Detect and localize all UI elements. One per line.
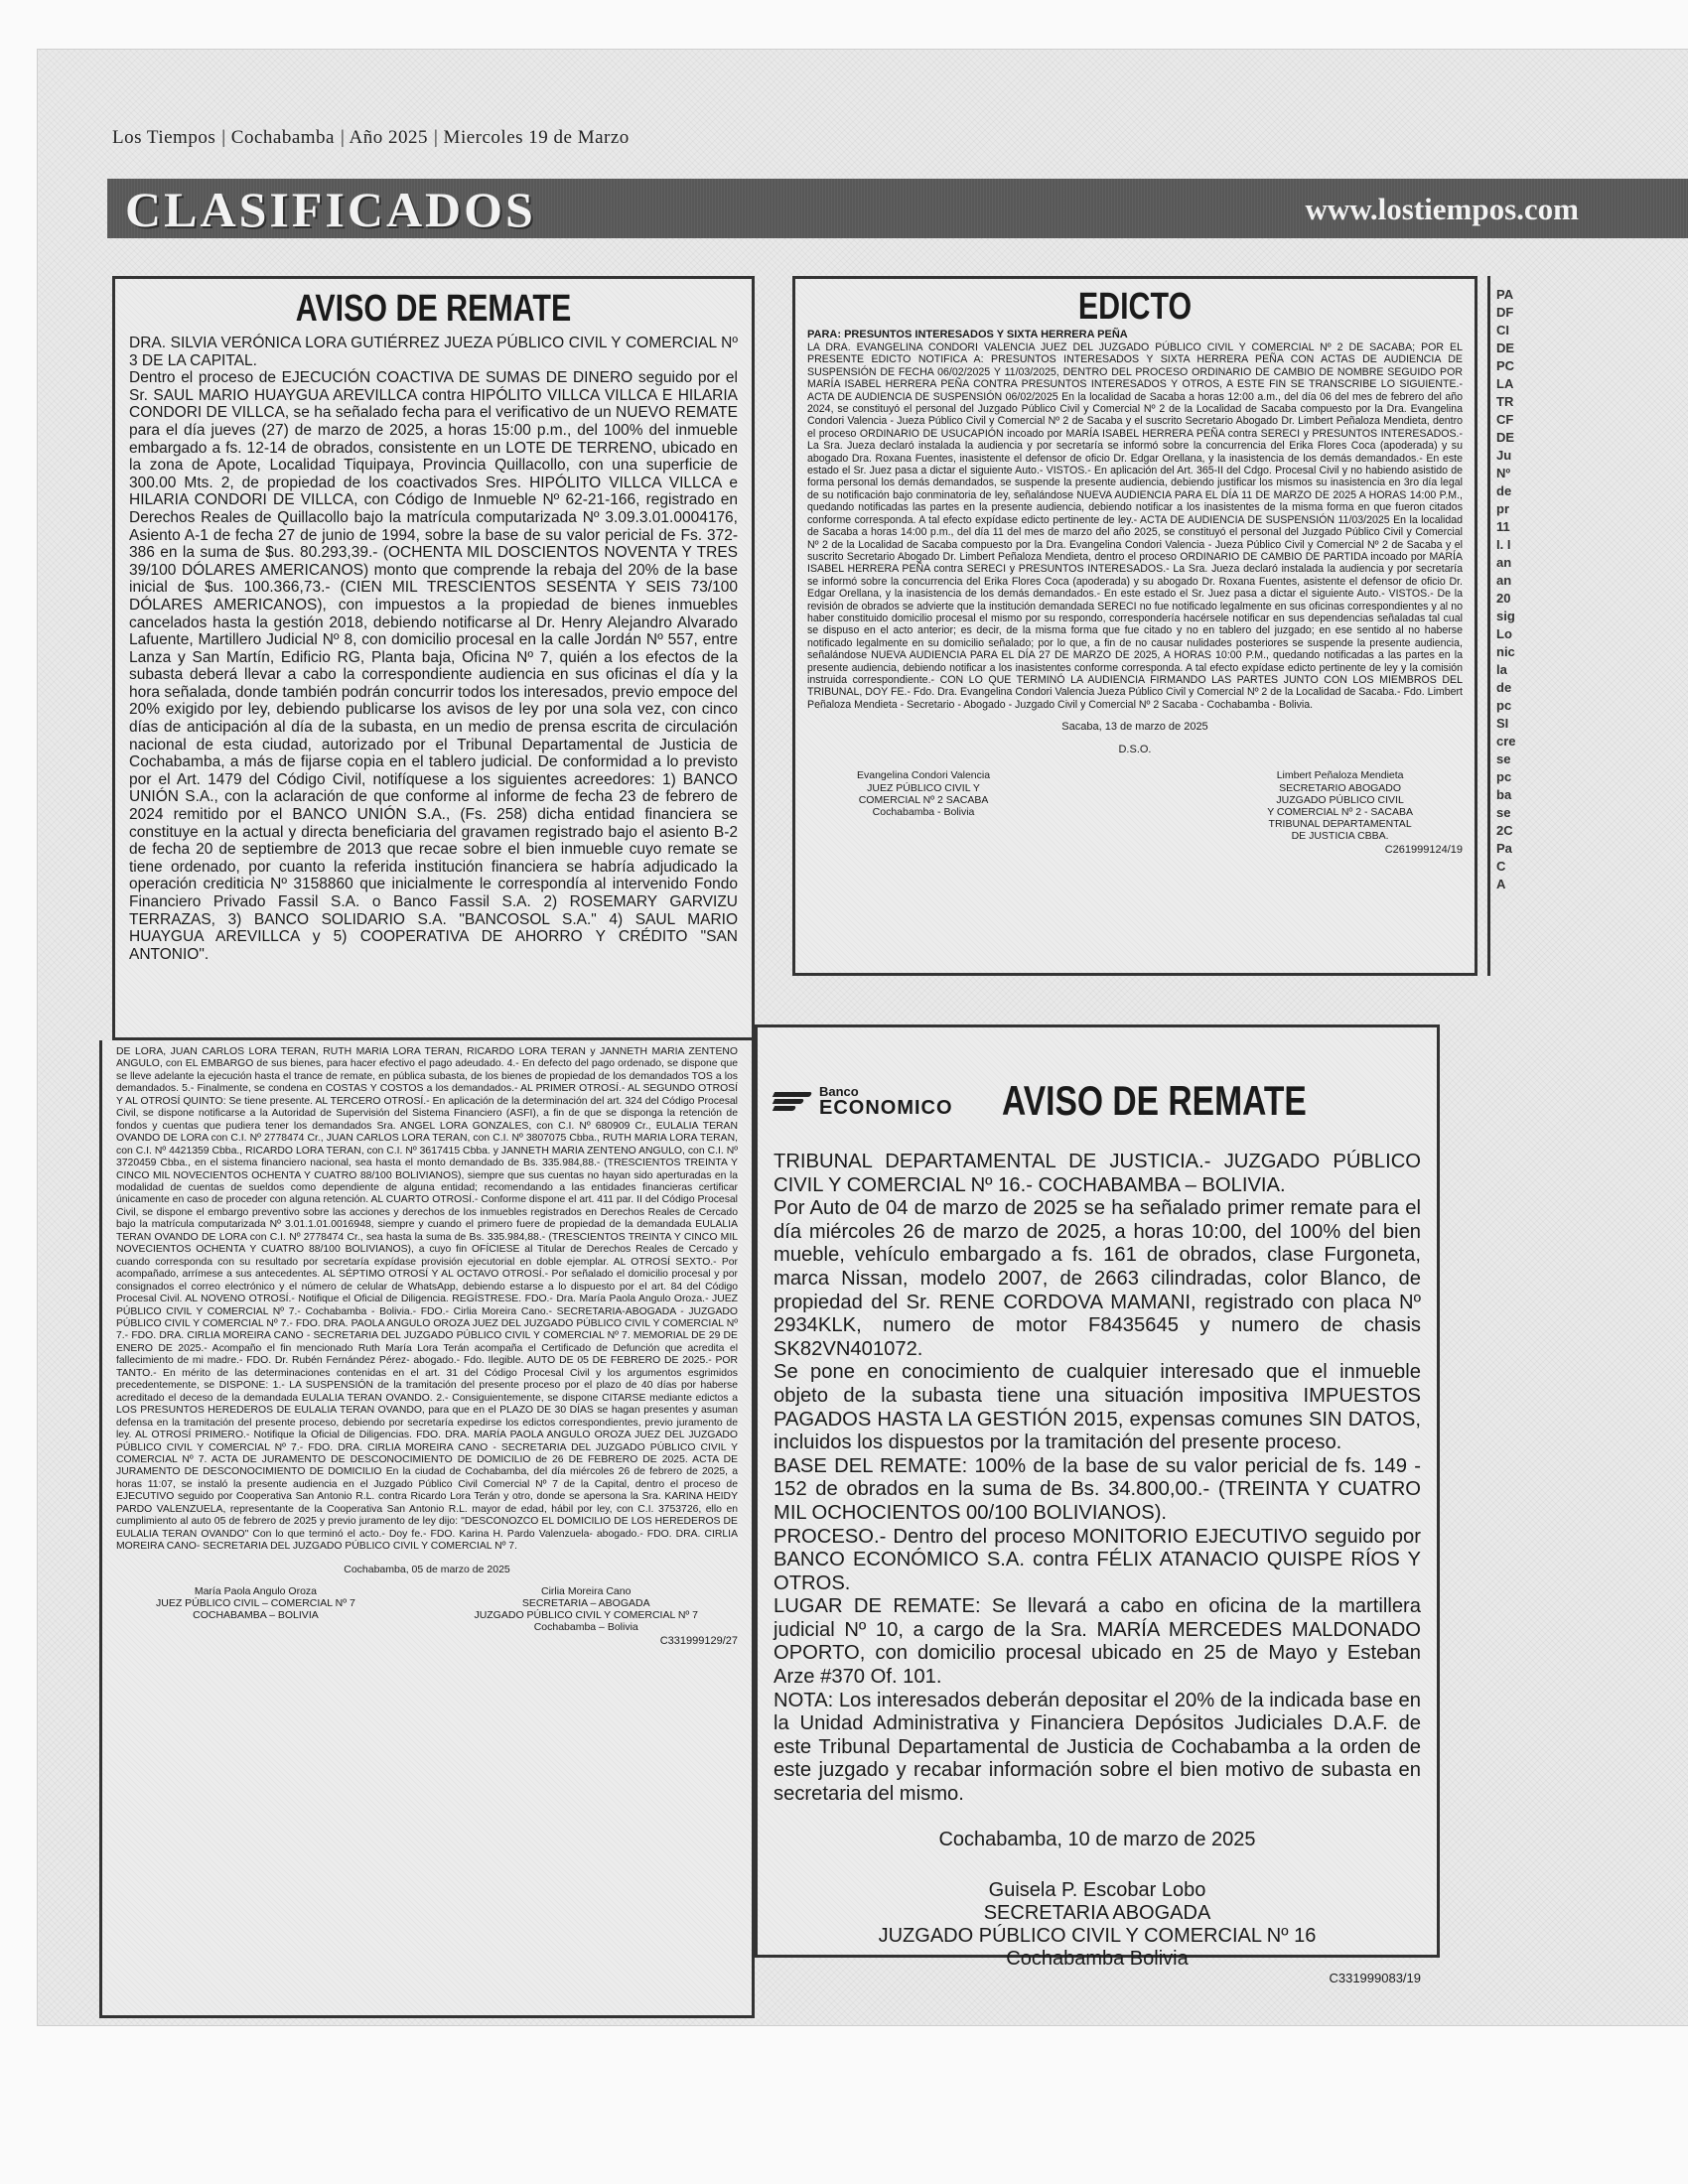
aviso2-title: AVISO DE REMATE bbox=[1002, 1077, 1307, 1124]
edicto-place-date: Sacaba, 13 de marzo de 2025 bbox=[1061, 721, 1208, 734]
clipped-column bbox=[1496, 286, 1536, 893]
sig-line: COCHABAMBA – BOLIVIA bbox=[193, 1608, 319, 1621]
fragment: Lo bbox=[1496, 626, 1512, 641]
sig-line: Cirlia Moreira Cano bbox=[540, 1584, 632, 1597]
fragment: nic bbox=[1496, 644, 1515, 659]
aviso2-paragraph: BASE DEL REMATE: 100% de la base de su valor pericial de fs. 149 - 152 de obrados en la suma de Bs. 34.800,00.- (TREINTA Y CUATRO MIL OCHOCIENTOS 00/100 BOLIVIANOS). bbox=[774, 1454, 1421, 1524]
aviso1-body: Dentro el proceso de EJECUCIÓN COACTIVA DE SUMAS DE DINERO seguido por el Sr. SAUL MARIO HUAYGUA AREVILLCA contra HIPÓLITO VILLCA VILLCA E HILARIA CONDORI DE VILLCA, se ha señalado fecha para el verificativo de un NUEVO REMATE para el día jueves (27) de marzo de 2025, a horas 15:00 p.m., del 100% del inmueble embargado a fs. 12-14 de obrados, consistente en un LOTE DE TERRENO, ubicado en la zona de Apote, Localidad Tiquipaya, Provincia Quillacollo, con una superficie de 300.00 Mts. 2, de propiedad de los coactivados Sres. HIPÓLITO VILLCA VILLCA e HILARIA CONDORI DE VILLCA, con Código de Inmueble Nº 62-21-166, registrado en Derechos Reales de Quillacollo bajo la matrícula computarizada Nº 3.09.3.01.0004176, Asiento A-1 de fecha 27 de junio de 1994, sobre la base de su valor pericial de Fs. 372-386 en la suma de $us. 80.293,39.- (OCHENTA MIL DOSCIENTOS NOVENTA Y TRES 39/100 DÓLARES AMERICANOS) monto que comprende la rebaja del 20% de la base inicial de $us. 100.366,73.- (CIEN MIL TRESCIENTOS SESENTA Y SEIS 73/100 DÓLARES AMERICANOS), con impuestos a la propiedad de bienes inmuebles cancelados hasta la gestión 2018, debiendo notificarse al Dr. Henry Alejandro Alvarado Lafuente, Martillero Judicial Nº 8, con domicilio procesal en la calle Jordán Nº 557, entre Lanza y San Martín, Edificio RG, Planta baja, Oficina Nº 7, quién a los efectos de la subasta deberá llevar a cabo la correspondiente audiencia en sus oficinas el día y la hora señalada, donde también podrán concurrir todos los interesados, previo empoce del 20% exigido por ley, debiendo publicarse los avisos de ley por una sola vez, con cinco días de anticipación al día de la subasta, en un medio de prensa escrita de circulación nacional de esta ciudad, autorizado por el Tribunal Departamental de Justicia de Cochabamba, a más de fijarse copia en el tablero judicial. De conformidad a lo previsto por el Art. 1479 del Código Civil, notifíquese a los siguientes acreedores: 1) BANCO UNIÓN S.A., con la aclaración de que conforme al informe de fecha 23 de febrero de 2024 remitido por el BANCO UNIÓN S.A., (Fs. 258) dicha entidad financiera se constituye en la actual y directa beneficiaria del gravamen registrado bajo el asiento B-2 de fecha 20 de septiembre de 2013 que recae sobre el bien inmueble cuyo remate se tiene ordenado, por cuanto la referida institución financiera se habría adjudicado la operación crediticia Nº 3158860 que inicialmente le correspondía al intervenido Fondo Financiero Privado Fassil S.A. o Banco Fassil S.A. 2) ROSEMARY GARVIZU TERRAZAS, 3) BANCO SOLIDARIO S.A. "BANCOSOL S.A." 4) SAUL MARIO HUAYGUA AREVILLCA y 5) COOPERATIVA DE AHORRO Y CRÉDITO "SAN ANTONIO". bbox=[129, 369, 738, 963]
continuation-signature-secretary bbox=[474, 1585, 698, 1633]
edicto-title: EDICTO bbox=[1077, 286, 1193, 328]
bank-logo-small: Banco bbox=[819, 1083, 859, 1099]
edicto-signature-secretary bbox=[1267, 769, 1413, 841]
sig-line: Cochabamba - Bolivia bbox=[872, 805, 975, 818]
section-title: CLASIFICADOS bbox=[125, 182, 536, 237]
section-banner bbox=[107, 179, 1688, 238]
fragment: Pa bbox=[1496, 841, 1512, 856]
fragment: TR bbox=[1496, 394, 1514, 409]
website-url: www.lostiempos.com bbox=[1305, 192, 1579, 226]
fragment: PA bbox=[1496, 287, 1514, 302]
sig-line: SECRETARIA – ABOGADA bbox=[521, 1596, 650, 1609]
fragment: DF bbox=[1496, 305, 1514, 320]
sig-line: Cochabamba – Bolivia bbox=[533, 1620, 638, 1633]
fragment: Nº bbox=[1496, 466, 1511, 480]
edicto-dso: D.S.O. bbox=[1118, 743, 1152, 755]
sig-line: Guisela P. Escobar Lobo bbox=[988, 1878, 1206, 1901]
edicto-code: C261999124/19 bbox=[1384, 843, 1463, 856]
fragment: DE bbox=[1496, 430, 1515, 445]
sig-line: María Paola Angulo Oroza bbox=[194, 1584, 317, 1597]
fragment: ba bbox=[1496, 787, 1512, 802]
fragment: pc bbox=[1496, 769, 1512, 784]
masthead-year: Año 2025 bbox=[349, 127, 428, 148]
fragment: de bbox=[1496, 680, 1512, 695]
sig-line: Limbert Peñaloza Mendieta bbox=[1276, 769, 1404, 782]
masthead-paper: Los Tiempos bbox=[112, 127, 216, 148]
fragment: se bbox=[1496, 805, 1511, 820]
masthead-city: Cochabamba bbox=[230, 127, 335, 148]
aviso-remate-2 bbox=[755, 1024, 1440, 1985]
aviso2-paragraph: PROCESO.- Dentro del proceso MONITORIO EJECUTIVO seguido por BANCO ECONÓMICO S.A. contra FÉLIX ATANACIO QUISPE RÍOS Y OTROS. bbox=[774, 1525, 1421, 1594]
aviso1-heading: DRA. SILVIA VERÓNICA LORA GUTIÉRREZ JUEZA PÚBLICO CIVIL Y COMERCIAL Nº 3 DE LA CAPITAL. bbox=[129, 335, 738, 369]
edicto-signature-judge bbox=[857, 769, 990, 841]
sig-line: COMERCIAL Nº 2 SACABA bbox=[858, 793, 989, 806]
sig-line: SECRETARIA ABOGADA bbox=[983, 1901, 1211, 1924]
fragment: se bbox=[1496, 751, 1511, 766]
fragment: C bbox=[1496, 859, 1506, 874]
aviso2-place-date: Cochabamba, 10 de marzo de 2025 bbox=[938, 1828, 1256, 1850]
continuation-place-date: Cochabamba, 05 de marzo de 2025 bbox=[344, 1563, 510, 1575]
fragment: PC bbox=[1496, 358, 1515, 373]
edicto bbox=[792, 276, 1477, 976]
fragment: CF bbox=[1496, 412, 1514, 427]
sig-line: JUEZ PÚBLICO CIVIL Y bbox=[867, 781, 980, 794]
sig-line: JUEZ PÚBLICO CIVIL – COMERCIAL Nº 7 bbox=[156, 1596, 355, 1609]
masthead: Los Tiempos | Cochabamba | Año 2025 | Miercoles 19 de Marzo bbox=[112, 127, 630, 148]
fragment: I. I bbox=[1496, 537, 1511, 552]
aviso2-paragraph: Se pone en conocimiento de cualquier interesado que el inmueble objeto de la subasta tiene una situación impositiva IMPUESTOS PAGADOS HASTA LA GESTIÓN 2015, expensas comunes SIN DATOS, incluidos los dispuestos por la tramitación del presente proceso. bbox=[774, 1361, 1421, 1454]
continuation-body: DE LORA, JUAN CARLOS LORA TERAN, RUTH MARIA LORA TERAN, RICARDO LORA TERAN y JANNETH MARIA ZENTENO ANGULO, con EL EMBARGO de sus bienes, para hacer efectivo el pago adeudado. 4.- En defecto del pago ordenado, se dispone que se lleve adelante la ejecución hasta el trance de remate, en pública subasta, de los bienes de propiedad de los demandados TOS a los demandados. 5.- Finalmente, se condena en COSTAS Y COSTOS a los demandados.- AL PRIMER OTROSÍ.- AL SEGUNDO OTROSÍ Y AL OTROSÍ QUINTO: Se tiene presente. AL TERCERO OTROSÍ.- En aplicación de la determinación del art. 324 del Código Procesal Civil, se dispone notificarse a la Autoridad de Supervisión del Sistema Financiero (ASFI), a fin de que se disponga la retención de fondos y cuentas que pudiera tener los demandados Sra. ANGEL LORA GONZALES, con C.I. Nº 680909 Cr., EULALIA TERAN OVANDO DE LORA con C.I. Nº 2778474 Cr., JUAN CARLOS LORA TERAN, con C.I. Nº 3807075 Cbba., RUTH MARIA LORA TERAN, con C.I. Nº 4421359 Cbba., RICARDO LORA TERAN, con C.I. Nº 3617415 Cbba. y JANNETH MARIA ZENTENO ANGULO, con C.I. Nº 3720459 Cbba., en el sistema financiero nacional, sea hasta el monto demandado de Bs. 335.984,88.- (TRESCIENTOS TREINTA Y CINCO MIL NOVECIENTOS OCHENTA Y CUATRO 88/100 BOLIVIANOS), siempre que sus cuentas no hayan sido aperturadas en la modalidad de cuentas de sueldos como dependiente de alguna entidad; recomendando a las entidades financieras certificar únicamente en caso de proceder con alguna retención. AL CUARTO OTROSÍ.- Conforme dispone el art. 411 par. II del Código Procesal Civil, se dispone el embargo preventivo sobre las acciones y derechos de los inmuebles registrados en Derechos Reales de Cercado bajo la matrícula computarizada Nº 3.01.1.01.0016948, siempre y cuando el primero fuere de propiedad de la demandada EULALIA TERAN OVANDO DE LORA con C.I. Nº 2778474 Cr., sea hasta la suma de Bs. 335.984,88.- (TRESCIENTOS TREINTA Y CINCO MIL NOVECIENTOS OCHENTA Y CUATRO 88/100 BOLIVIANOS), a cuyo fin OFÍCIESE al Titular de Derechos Reales de Cercado y cuando corresponda con su resultado por secretaría expídase provisión ejecutorial en doble ejemplar. AL OTROSÍ SEXTO.- Por acompañado, arrímese a sus antecedentes. AL SÉPTIMO OTROSÍ Y AL OCTAVO OTROSÍ.- Por señalado el domicilio procesal y por consignados el correo electrónico y el número de celular de WhatsApp, debiendo estarse a lo dispuesto por el art. 84 del Código Procesal Civil. AL NOVENO OTROSÍ.- Notifique el Oficial de Diligencia. REGÍSTRESE. FDO.- Dra. María Paola Angulo Oroza.- JUEZ PÚBLICO CIVIL Y COMERCIAL Nº 7.- Cochabamba - Bolivia.- FDO.- Cirlia Moreira Cano.- SECRETARIA-ABOGADA - JUZGADO PÚBLICO CIVIL Y COMERCIAL Nº 7.- FDO. DRA. PAOLA ANGULO OROZA JUEZ DEL JUZGADO PÚBLICO CIVIL Y COMERCIAL Nº 7.- FDO. DRA. CIRLIA MOREIRA CANO - SECRETARIA DEL JUZGADO PÚBLICO CIVIL Y COMERCIAL Nº 7. MEMORIAL DE 29 DE ENERO DE 2025.- Acompaño el fin mencionado Ruth María Lora Terán acompaña el Certificado de Defunción que acredita el fallecimiento de mi madre.- FDO. Dr. Rubén Fernández Pérez- abogado.- Fdo. Ilegible. AUTO DE 05 DE FEBRERO DE 2025.- POR TANTO.- En mérito de las determinaciones contenidas en el art. 31 del Código Procesal Civil y los argumentos esgrimidos precedentemente, se DISPONE: 1.- LA SUSPENSIÓN de la tramitación del presente proceso por el plazo de 40 días por haberse acreditado el deceso de la demandada EULALIA TERAN OVANDO. 2.- Consiguientemente, se dispone CITARSE mediante edictos a LOS PRESUNTOS HEREDEROS DE EULALIA TERAN OVANDO, para que en el PLAZO DE 30 DÍAS se hagan presentes y asuman defensa en la tramitación del presente proceso, debiendo por secretaría expedirse los edictos correspondientes, previo juramento de ley. AL OTROSÍ PRIMERO.- Notifique la Oficial de Diligencias. FDO. DRA. MARÍA PAOLA ANGULO OROZA JUEZ DEL JUZGADO PÚBLICO CIVIL Y COMERCIAL Nº 7.- FDO. DRA. CIRLIA MOREIRA CANO - SECRETARIA DEL JUZGADO PÚBLICO CIVIL Y COMERCIAL Nº 7. ACTA DE JURAMENTO DE DESCONOCIMIENTO DE DOMICILIO de 26 DE FEBRERO DE 2025. ACTA DE JURAMENTO DE DESCONOCIMIENTO DE DOMICILIO En la ciudad de Cochabamba, del día miércoles 26 de febrero de 2025, a horas 11:07, se instaló la presente audiencia en el Juzgado Público Civil Comercial Nº 7 de la Capital, dentro el proceso de EJECUTIVO seguido por Cooperativa San Antonio R.L. contra Ricardo Lora Terán y otro, donde se apersona la Sra. KARINA HEIDY PARDO VALENZUELA, representante de la Cooperativa San Antonio R.L. mayor de edad, hábil por ley, con C.I. 3753726, ello en cumplimiento al auto 05 de febrero de 2025 y previo juramento de ley dijo: "DESCONOZCO EL DOMICILIO DE LOS HEREDEROS DE EULALIA TERAN OVANDO" Con lo que terminó el acto.- Doy fe.- FDO. Karina H. Pardo Valenzuela- abogado.- FDO. DRA. CIRLIA MOREIRA CANO- SECRETARIA DEL JUZGADO PÚBLICO CIVIL Y COMERCIAL Nº 7. bbox=[116, 1046, 738, 1553]
sig-line: Y COMERCIAL Nº 2 - SACABA bbox=[1267, 805, 1413, 818]
fragment: an bbox=[1496, 573, 1512, 588]
fragment: 2C bbox=[1496, 823, 1513, 838]
fragment: la bbox=[1496, 662, 1507, 677]
sig-line: Cochabamba Bolivia bbox=[1006, 1947, 1189, 1970]
aviso1-continuation bbox=[99, 1040, 755, 2018]
aviso2-signature bbox=[774, 1879, 1421, 1971]
fragment: SI bbox=[1496, 716, 1509, 731]
sig-line: JUZGADO PÚBLICO CIVIL Y COMERCIAL Nº 7 bbox=[474, 1608, 698, 1621]
fragment: 11 bbox=[1496, 519, 1510, 534]
sig-line: Evangelina Condori Valencia bbox=[857, 769, 991, 782]
aviso2-header bbox=[774, 1077, 1421, 1125]
fragment: 20 bbox=[1496, 591, 1511, 606]
continuation-code: C331999129/27 bbox=[659, 1634, 738, 1647]
aviso2-paragraph: Por Auto de 04 de marzo de 2025 se ha señalado primer remate para el día miércoles 26 de marzo de 2025, a horas 10:00, del 100% del bien mueble, vehículo embargado a fs. 161 de obrados, clase Furgoneta, marca Nissan, modelo 2007, de 2663 cilindradas, color Blanco, de propiedad del Sr. RENE CORDOVA MAMANI, registrado con placa Nº 2934KLK, numero de motor F8435645 y numero de chasis SK82VN401072. bbox=[774, 1197, 1421, 1360]
fragment: A bbox=[1496, 877, 1506, 891]
sig-line: SECRETARIO ABOGADO bbox=[1279, 781, 1402, 794]
aviso1-title: AVISO DE REMATE bbox=[295, 288, 572, 330]
fragment: pc bbox=[1496, 698, 1512, 713]
aviso2-paragraph: LUGAR DE REMATE: Se llevará a cabo en oficina de la martillera judicial Nº 10, a cargo de la Sra. MARÍA MERCEDES MALDONADO OPORTO, con domicilio procesal ubicado en 25 de Mayo y Esteban Arze #370 Of. 101. bbox=[774, 1595, 1421, 1689]
fragment: pr bbox=[1496, 501, 1509, 516]
fragment: an bbox=[1496, 555, 1512, 570]
column-rule bbox=[1487, 276, 1490, 976]
masthead-date: Miercoles 19 de Marzo bbox=[443, 127, 630, 148]
continuation-signature-judge bbox=[156, 1585, 355, 1633]
fragment: CI bbox=[1496, 323, 1509, 338]
aviso2-paragraph: TRIBUNAL DEPARTAMENTAL DE JUSTICIA.- JUZGADO PÚBLICO CIVIL Y COMERCIAL Nº 16.- COCHABAMBA – BOLIVIA. bbox=[774, 1151, 1421, 1196]
aviso2-body bbox=[774, 1151, 1421, 1807]
fragment: de bbox=[1496, 483, 1512, 498]
aviso2-paragraph: NOTA: Los interesados deberán depositar el 20% de la indicada base en la Unidad Administrativa y Financiera Depósitos Judiciales D.A.F. de este Tribunal Departamental de Justicia de Cochabamba a la orden de este juzgado y recabar información sobre el bien motivo de subasta en secretaria del mismo. bbox=[774, 1689, 1421, 1806]
bank-logo-icon bbox=[774, 1090, 813, 1112]
sig-line: JUZGADO PÚBLICO CIVIL bbox=[1276, 793, 1404, 806]
fragment: Ju bbox=[1496, 448, 1512, 463]
fragment: DE bbox=[1496, 341, 1515, 355]
aviso-remate-1 bbox=[112, 276, 755, 1040]
fragment: cre bbox=[1496, 734, 1516, 749]
sig-line: DE JUSTICIA CBBA. bbox=[1291, 829, 1389, 842]
bank-logo-name: ECONOMICO bbox=[819, 1096, 953, 1119]
fragment: LA bbox=[1496, 376, 1514, 391]
edicto-heading: PARA: PRESUNTOS INTERESADOS Y SIXTA HERRERA PEÑA bbox=[807, 329, 1128, 341]
bank-logo bbox=[774, 1085, 1022, 1118]
edicto-body: LA DRA. EVANGELINA CONDORI VALENCIA JUEZ DEL JUZGADO PÚBLICO CIVIL Y COMERCIAL Nº 2 DE SACABA; POR EL PRESENTE EDICTO NOTIFICA A: PRESUNTOS INTERESADOS Y SIXTA HERRERA PEÑA CON ACTAS DE AUDIENCIA DE SUSPENSIÓN DE FECHA 06/02/2025 Y 11/03/2025, DENTRO DEL PROCESO ORDINARIO DE CAMBIO DE NOMBRE SEGUIDO POR MARÍA ISABEL HERRERA PEÑA CONTRA PRESUNTOS INTERESADOS Y OTROS, A ESTE FIN SE TRANSCRIBE LO SIGUIENTE.- ACTA DE AUDIENCIA DE SUSPENSIÓN 06/02/2025 En la localidad de Sacaba a horas 12:00 a.m., del día 06 del mes de febrero del año 2024, se constituyó el personal del Juzgado Público Civil y Comercial Nº 2 de la Localidad de Sacaba compuesto por la Dra. Evangelina Condori Valencia - Jueza Público Civil y Comercial Nº 2 de Sacaba y el suscrito Secretario Abogado Dr. Limbert Peñaloza Mendieta, dentro el proceso ORDINARIO DE USUCAPIÓN incoado por MARÍA ISABEL HERRERA PEÑA contra SERECI y PRESUNTOS INTERESADOS.- La Sra. Jueza declaró instalada la audiencia y por secretaría se informó sobre la concurrencia del Erika Flores Coca (apoderada) y su abogado Dra. Roxana Fuentes, inasistente el defensor de oficio Dr. Edgar Orellana, y la inasistencia de los demás demandados.- En este estado el Sr. Juez pasa a dictar el siguiente Auto.- VISTOS.- En aplicación del Art. 365-II del Cdgo. Procesal Civil y no habiendo asistido de forma personal los demás demandados, se suspende la presente audiencia, debiendo justificar los mismos su inasistencia en 3ro día legal de su notificación bajo conminatoria de ley, señalándose NUEVA AUDIENCIA PARA EL DÍA 11 DE MARZO DE 2025 A HORAS 14:00 P.M., quedando notificadas las partes en la presente audiencia, debiendo notificar a los inasistentes de la misma forma en que fueron citados conforme corresponda. A tal efecto expídase edicto pertinente de ley.- ACTA DE AUDIENCIA DE SUSPENSIÓN 11/03/2025 En la localidad de Sacaba a horas 14:00 p.m., del día 11 del mes de marzo del año 2025, se constituyó el personal del Juzgado Público Civil y Comercial Nº 2 de la Localidad de Sacaba compuesto por la Dra. Evangelina Condori Valencia - Jueza Público Civil y Comercial Nº 2 de Sacaba y el suscrito Secretario Abogado Dr. Limbert Peñaloza Mendieta, dentro el proceso ORDINARIO DE CAMBIO DE PARTIDA incoado por MARÍA ISABEL HERRERA PEÑA contra SERECI y PRESUNTOS INTERESADOS.- La Sra. Jueza declaró instalada la audiencia y por secretaría se informó sobre la concurrencia del Erika Flores Coca (apoderada) y su abogado Dr. Roxana Fuentes, asistente el defensor de oficio Dr. Edgar Orellana, y la inasistencia de los demás demandados.- En este estado el Sr. Juez pasa a dictar el siguiente Auto.- VISTOS.- De la revisión de obrados se advierte que la institución demandada SERECI no fue notificado legalmente en sus oficinas correspondientes y al no haber constituido domicilio procesal el mismo por su respondo, correspondería hacérsele notificar en sus dependencias señaladas tal cual se dispuso en el acto anterior; es decir, de la misma forma que fue citado y no en tablero del juzgado; en ese sentido al no haberse notificado legalmente en su domicilio señalado; por lo que, a fin de no causar nulidades posteriores se suspende la presente audiencia, señalándose NUEVA AUDIENCIA PARA EL DÍA 27 DE MARZO DE 2025, A HORAS 10:00 P.M., quedando notificadas a las partes en la presente audiencia, debiendo notificar a los inasistentes conforme corresponda. A tal efecto expídase edicto pertinente de ley y la comisión instruida correspondiente.- CON LO QUE TERMINÓ LA AUDIENCIA FIRMANDO LAS PARTES JUNTO CON LOS MIEMBROS DEL TRIBUNAL, DOY FE.- Fdo. Dra. Evangelina Condori Valencia Jueza Público Civil y Comercial Nº 2 de la Localidad de Sacaba.- Fdo. Limbert Peñaloza Mendieta - Secretario - Abogado - Juzgado Civil y Comercial Nº 2 Sacaba - Cochabamba - Bolivia. bbox=[807, 341, 1463, 711]
fragment: sig bbox=[1496, 609, 1515, 623]
aviso2-code: C331999083/19 bbox=[1329, 1970, 1421, 1985]
sig-line: TRIBUNAL DEPARTAMENTAL bbox=[1268, 817, 1412, 830]
sig-line: JUZGADO PÚBLICO CIVIL Y COMERCIAL Nº 16 bbox=[878, 1924, 1317, 1947]
